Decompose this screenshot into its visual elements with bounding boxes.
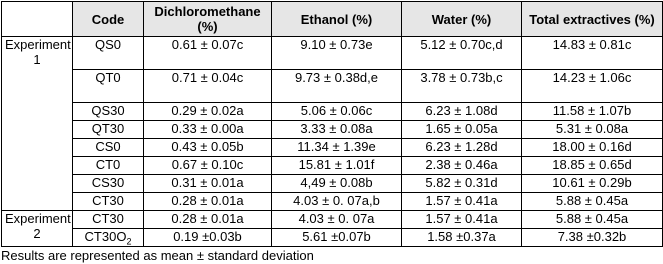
table-row xyxy=(2,211,663,229)
cell-dichloromethane: 0.71 ± 0.04c xyxy=(144,70,272,103)
header-row xyxy=(2,2,663,37)
cell-dichloromethane: 0.43 ± 0.05b xyxy=(144,139,272,157)
cell-code: QT30 xyxy=(73,121,144,139)
cell-ethanol: 5.61 ±0.07b xyxy=(272,229,402,247)
cell-code: QS0 xyxy=(73,37,144,70)
cell-total: 10.61 ± 0.29b xyxy=(522,175,663,193)
cell-ethanol: 11.34 ± 1.39e xyxy=(272,139,402,157)
table-row xyxy=(2,103,663,121)
table-row xyxy=(2,229,663,247)
cell-ethanol: 3.33 ± 0.08a xyxy=(272,121,402,139)
cell-water: 5.82 ± 0.31d xyxy=(402,175,522,193)
results-table-wrapper xyxy=(1,1,662,263)
cell-water: 1.57 ± 0.41a xyxy=(402,211,522,229)
code-subscript: 2 xyxy=(126,236,132,247)
cell-water: 6.23 ± 1.08d xyxy=(402,103,522,121)
table-row xyxy=(2,157,663,175)
cell-ethanol: 5.06 ± 0.06c xyxy=(272,103,402,121)
table-row xyxy=(2,121,663,139)
header-ethanol: Ethanol (%) xyxy=(272,2,402,37)
cell-code: CS30 xyxy=(73,175,144,193)
cell-code xyxy=(73,229,144,247)
header-blank xyxy=(2,2,73,37)
cell-dichloromethane: 0.31 ± 0.01a xyxy=(144,175,272,193)
cell-total: 18.85 ± 0.65d xyxy=(522,157,663,175)
group-label-experiment-2: Experiment 2 xyxy=(2,211,73,247)
table-row xyxy=(2,175,663,193)
header-total-extractives: Total extractives (%) xyxy=(522,2,663,37)
cell-total: 18.00 ± 0.16d xyxy=(522,139,663,157)
cell-water: 1.65 ± 0.05a xyxy=(402,121,522,139)
cell-dichloromethane: 0.67 ± 0.10c xyxy=(144,157,272,175)
table-row xyxy=(2,37,663,70)
cell-ethanol: 9.10 ± 0.73e xyxy=(272,37,402,70)
table-row xyxy=(2,139,663,157)
group-label-experiment-1: Experiment 1 xyxy=(2,37,73,211)
cell-dichloromethane: 0.28 ± 0.01a xyxy=(144,193,272,211)
cell-dichloromethane: 0.19 ±0.03b xyxy=(144,229,272,247)
cell-water: 2.38 ± 0.46a xyxy=(402,157,522,175)
cell-water: 6.23 ± 1.28d xyxy=(402,139,522,157)
cell-code: CS0 xyxy=(73,139,144,157)
table-row xyxy=(2,70,663,103)
cell-code: QT0 xyxy=(73,70,144,103)
cell-code: QS30 xyxy=(73,103,144,121)
cell-total: 5.31 ± 0.08a xyxy=(522,121,663,139)
cell-dichloromethane: 0.29 ± 0.02a xyxy=(144,103,272,121)
cell-code: CT30 xyxy=(73,193,144,211)
cell-code: CT0 xyxy=(73,157,144,175)
cell-total: 5.88 ± 0.45a xyxy=(522,193,663,211)
header-code: Code xyxy=(73,2,144,37)
cell-total: 14.23 ± 1.06c xyxy=(522,70,663,103)
header-dichloromethane: Dichloromethane (%) xyxy=(144,2,272,37)
cell-ethanol: 4,49 ± 0.08b xyxy=(272,175,402,193)
table-footnote: Results are represented as mean ± standard deviation xyxy=(1,248,314,263)
table-row xyxy=(2,193,663,211)
cell-total: 11.58 ± 1.07b xyxy=(522,103,663,121)
cell-ethanol: 9.73 ± 0.38d,e xyxy=(272,70,402,103)
cell-water: 1.57 ± 0.41a xyxy=(402,193,522,211)
cell-total: 14.83 ± 0.81c xyxy=(522,37,663,70)
cell-ethanol: 15.81 ± 1.01f xyxy=(272,157,402,175)
cell-total: 7.38 ±0.32b xyxy=(522,229,663,247)
cell-code: CT30 xyxy=(73,211,144,229)
code-base: CT30O xyxy=(84,229,127,244)
cell-total: 5.88 ± 0.45a xyxy=(522,211,663,229)
cell-water: 1.58 ±0.37a xyxy=(402,229,522,247)
cell-dichloromethane: 0.33 ± 0.00a xyxy=(144,121,272,139)
cell-water: 3.78 ± 0.73b,c xyxy=(402,70,522,103)
cell-ethanol: 4.03 ± 0. 07a,b xyxy=(272,193,402,211)
cell-water: 5.12 ± 0.70c,d xyxy=(402,37,522,70)
header-water: Water (%) xyxy=(402,2,522,37)
cell-dichloromethane: 0.61 ± 0.07c xyxy=(144,37,272,70)
cell-dichloromethane: 0.28 ± 0.01a xyxy=(144,211,272,229)
extractives-table xyxy=(1,1,663,247)
cell-ethanol: 4.03 ± 0. 07a xyxy=(272,211,402,229)
